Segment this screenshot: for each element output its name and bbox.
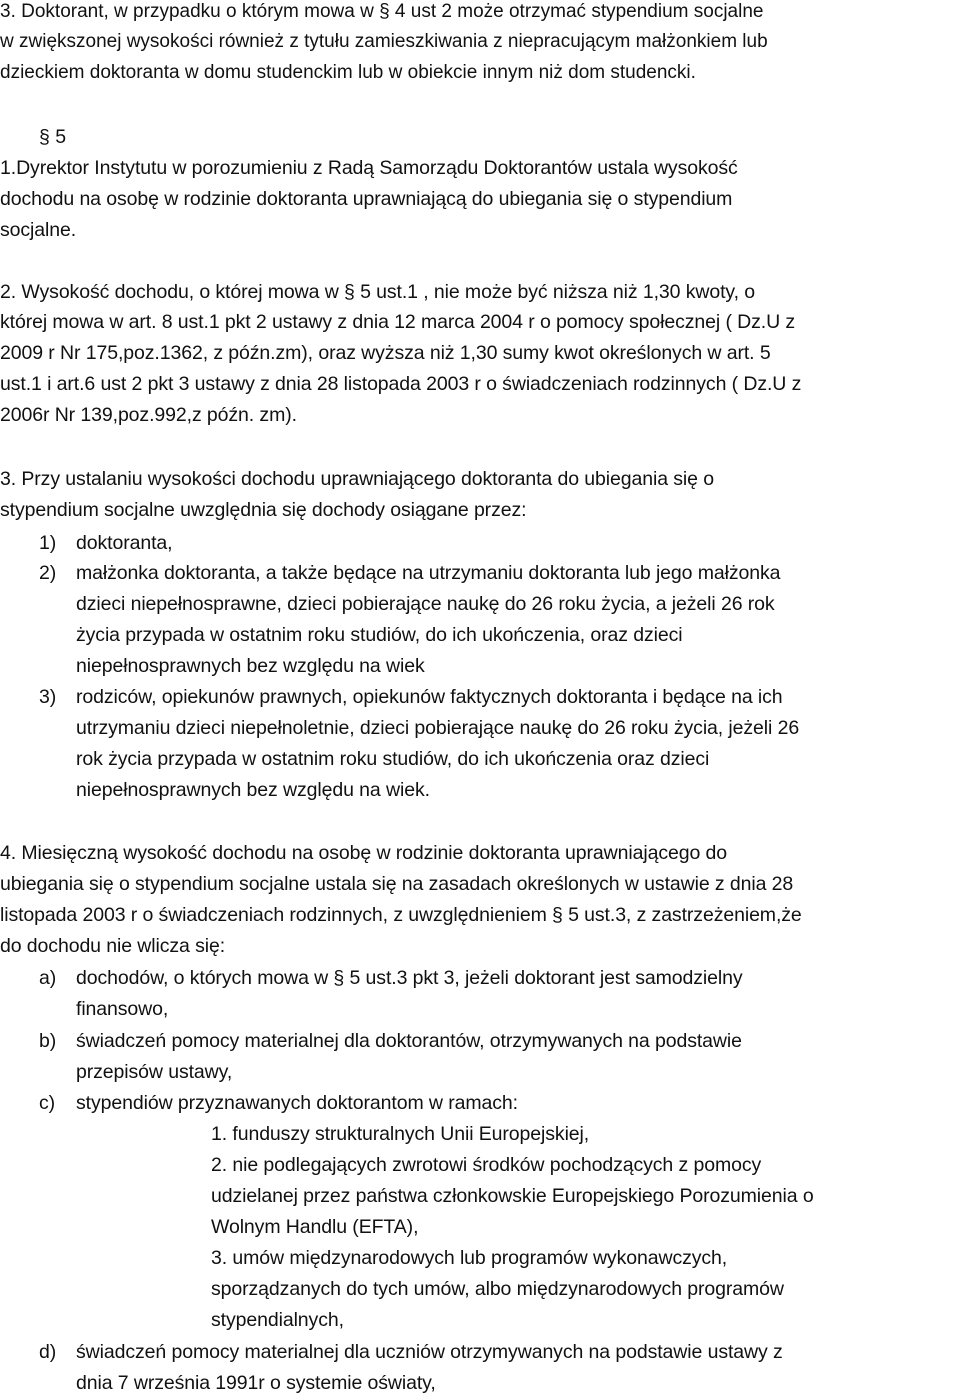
list-marker: c) xyxy=(39,1092,56,1114)
list-item-line: małżonka doktoranta, a także będące na utrzymaniu doktoranta lub jego małżonka xyxy=(76,562,781,584)
item-4-intro-line-3: listopada 2003 r o świadczeniach rodzinnych, z uwzględnieniem § 5 ust.3, z zastrzeżeniem,że xyxy=(0,904,802,926)
item-2-line-5: 2006r Nr 139,poz.992,z późn. zm). xyxy=(0,404,297,426)
list-item-line: dnia 7 września 1991r o systemie oświaty, xyxy=(76,1372,436,1394)
sublist-item-line: 3. umów międzynarodowych lub programów wykonawczych, xyxy=(211,1247,728,1269)
item-2-line-3: 2009 r Nr 175,poz.1362, z późn.zm), oraz wyższa niż 1,30 sumy kwot określonych w art. 5 xyxy=(0,342,771,364)
list-marker: b) xyxy=(39,1030,57,1052)
sublist-item-line: 1. funduszy strukturalnych Unii Europejskiej, xyxy=(211,1123,590,1145)
list-item-line: niepełnosprawnych bez względu na wiek xyxy=(76,655,425,677)
list-marker: 3) xyxy=(39,686,57,708)
item-2-line-2: której mowa w art. 8 ust.1 pkt 2 ustawy z dnia 12 marca 2004 r o pomocy społecznej ( Dz.U z xyxy=(0,311,796,333)
list-item-line: stypendiów przyznawanych doktorantom w ramach: xyxy=(76,1092,518,1114)
item-2-line-1: 2. Wysokość dochodu, o której mowa w § 5 ust.1 , nie może być niższa niż 1,30 kwoty, o xyxy=(0,281,755,303)
list-item-line: dochodów, o których mowa w § 5 ust.3 pkt 3, jeżeli doktorant jest samodzielny xyxy=(76,967,743,989)
sublist-item-line: udzielanej przez państwa członkowskie Europejskiego Porozumienia o xyxy=(211,1185,814,1207)
item-3-intro-line-1: 3. Przy ustalaniu wysokości dochodu uprawniającego doktoranta do ubiegania się o xyxy=(0,468,714,490)
sublist-item-line: stypendialnych, xyxy=(211,1309,344,1331)
list-marker: 1) xyxy=(39,532,57,554)
list-item-line: życia przypada w ostatnim roku studiów, do ich ukończenia, oraz dzieci xyxy=(76,624,683,646)
item-2-line-4: ust.1 i art.6 ust 2 pkt 3 ustawy z dnia 28 listopada 2003 r o świadczeniach rodzinnych ( Dz.U z xyxy=(0,373,802,395)
paragraph-3-line-2: w zwiększonej wysokości również z tytułu zamieszkiwania z niepracującym małżonkiem lub xyxy=(0,31,768,52)
list-item-line: niepełnosprawnych bez względu na wiek. xyxy=(76,779,430,801)
list-item-line: doktoranta, xyxy=(76,532,173,554)
item-4-intro-line-2: ubiegania się o stypendium socjalne ustala się na zasadach określonych w ustawie z dnia 28 xyxy=(0,873,794,895)
list-item-line: dzieci niepełnosprawne, dzieci pobierające naukę do 26 roku życia, a jeżeli 26 rok xyxy=(76,593,775,615)
section-5-heading: § 5 xyxy=(39,126,67,148)
sublist-item-line: Wolnym Handlu (EFTA), xyxy=(211,1216,419,1238)
list-marker: 2) xyxy=(39,562,57,584)
list-item-line: świadczeń pomocy materialnej dla uczniów otrzymywanych na podstawie ustawy z xyxy=(76,1341,783,1363)
list-item-line: finansowo, xyxy=(76,998,169,1020)
item-1-line-3: socjalne. xyxy=(0,219,77,241)
list-marker: d) xyxy=(39,1341,57,1363)
list-item-line: świadczeń pomocy materialnej dla doktorantów, otrzymywanych na podstawie xyxy=(76,1030,742,1052)
item-1-line-1: 1.Dyrektor Instytutu w porozumieniu z Radą Samorządu Doktorantów ustala wysokość xyxy=(0,157,738,179)
item-3-intro-line-2: stypendium socjalne uwzględnia się dochody osiągane przez: xyxy=(0,499,527,521)
item-4-intro-line-4: do dochodu nie wlicza się: xyxy=(0,935,226,957)
item-1-line-2: dochodu na osobę w rodzinie doktoranta uprawniającą do ubiegania się o stypendium xyxy=(0,188,733,210)
list-item-line: przepisów ustawy, xyxy=(76,1061,233,1083)
list-item-line: utrzymaniu dzieci niepełnoletnie, dzieci pobierające naukę do 26 roku życia, jeżeli 26 xyxy=(76,717,800,739)
list-item-line: rok życia przypada w ostatnim roku studiów, do ich ukończenia oraz dzieci xyxy=(76,748,710,770)
list-marker: a) xyxy=(39,967,57,989)
list-item-line: rodziców, opiekunów prawnych, opiekunów faktycznych doktoranta i będące na ich xyxy=(76,686,783,708)
paragraph-3-line-3: dzieckiem doktoranta w domu studenckim lub w obiekcie innym niż dom studencki. xyxy=(0,62,696,83)
item-4-intro-line-1: 4. Miesięczną wysokość dochodu na osobę w rodzinie doktoranta uprawniającego do xyxy=(0,842,728,864)
sublist-item-line: 2. nie podlegających zwrotowi środków pochodzących z pomocy xyxy=(211,1154,762,1176)
sublist-item-line: sporządzanych do tych umów, albo międzynarodowych programów xyxy=(211,1278,784,1300)
paragraph-3-line-1: 3. Doktorant, w przypadku o którym mowa w § 4 ust 2 może otrzymać stypendium socjalne xyxy=(0,1,764,22)
